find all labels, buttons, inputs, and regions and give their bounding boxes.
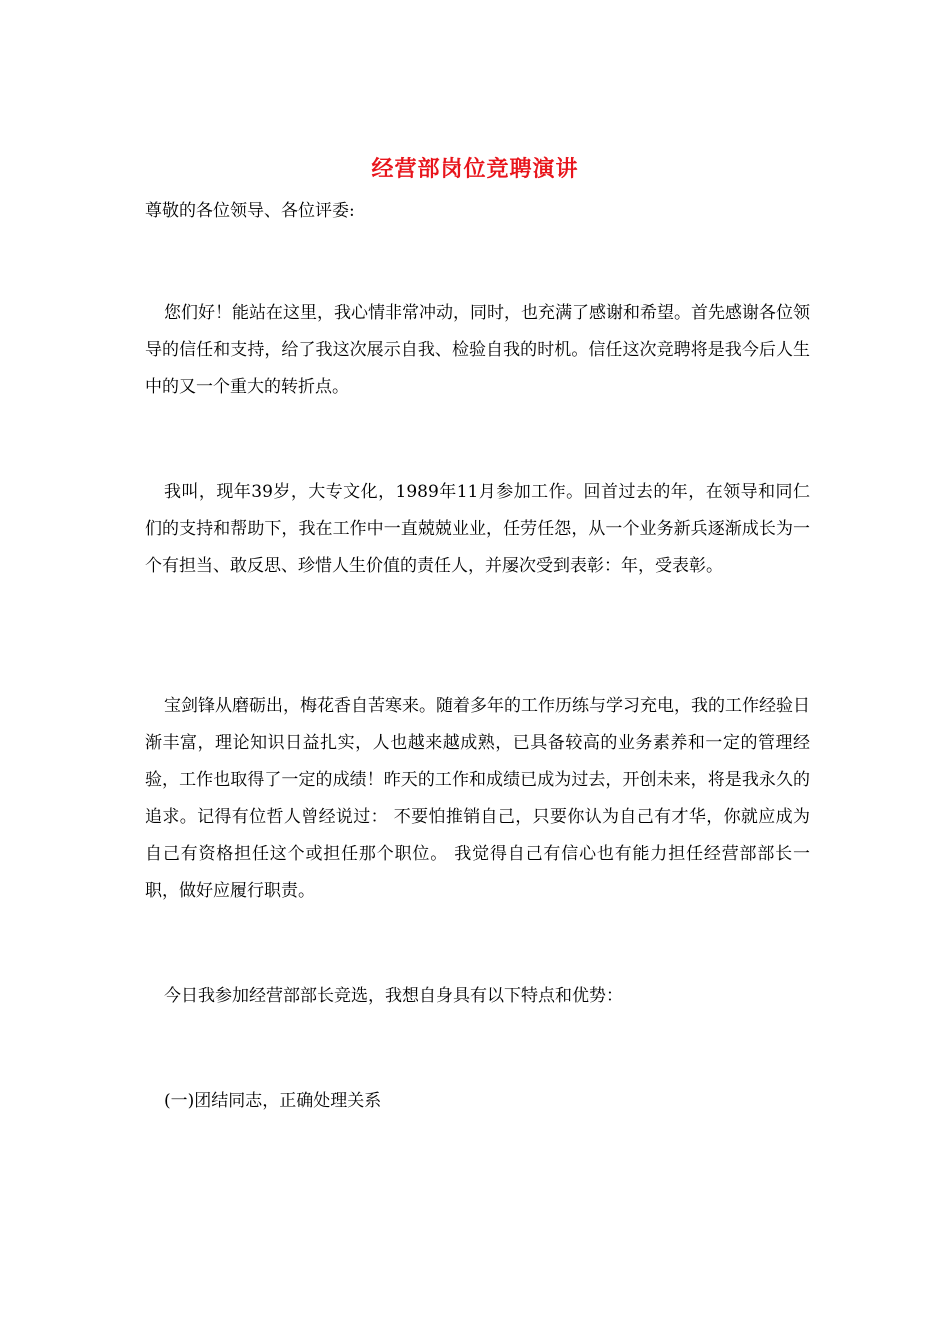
paragraph-advantages: 今日我参加经营部部长竞选，我想自身具有以下特点和优势： [164, 986, 623, 1006]
paragraph-experience: 宝剑锋从磨砺出，梅花香自苦寒来。随着多年的工作历练与学习充电，我的工作经验日渐丰富，理论知识日益扎实，人也越来越成熟，已具备较高的业务素养和一定的管理经验，工作也取得了一定的成绩！昨天的工作和成绩已成为过去，开创未来，将是我永久的追求。记得有位哲人曾经说过： 不要怕推销自己，只要你认为自己有才华，你就应成为自己有资格担任这个或担任那个职位。 我觉得自己有信心也有能力担任经营部部长一职，做好应履行职责。 [145, 696, 810, 901]
paragraph-greeting: 您们好！能站在这里，我心情非常冲动，同时，也充满了感谢和希望。首先感谢各位领导的信任和支持，给了我这次展示自我、检验自我的时机。信任这次竞聘将是我今后人生中的又一个重大的转折点。 [145, 303, 810, 397]
page-title: 经营部岗位竞聘演讲 [371, 156, 579, 182]
salutation: 尊敬的各位领导、各位评委: [145, 201, 355, 221]
section-heading-unity: (一)团结同志，正确处理关系 [164, 1091, 382, 1111]
paragraph-introduction: 我叫，现年39岁，大专文化，1989年11月参加工作。回首过去的年，在领导和同仁们的支持和帮助下，我在工作中一直兢兢业业，任劳任怨，从一个业务新兵逐渐成长为一个有担当、敢反思、珍惜人生价值的责任人，并屡次受到表彰：年，受表彰。 [145, 482, 810, 576]
